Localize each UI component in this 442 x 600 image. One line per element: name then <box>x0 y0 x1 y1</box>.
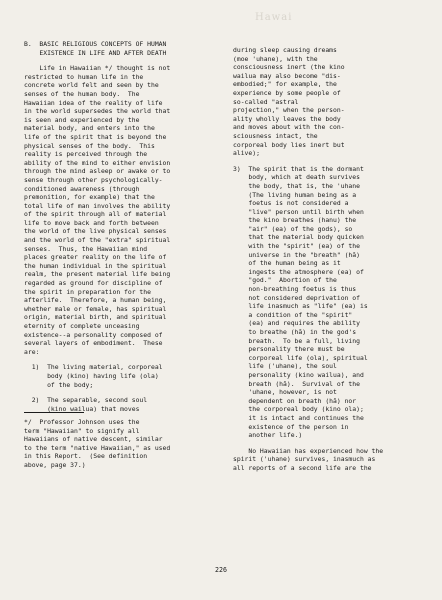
heading-line: B. BASIC RELIGIOUS CONCEPTS OF HUMAN <box>24 40 167 48</box>
paragraph-line: consciousness inert (the kino <box>233 63 345 72</box>
list-line: (The living human being as a <box>233 190 357 199</box>
paragraph-line: all reports of a second life are the <box>233 463 372 472</box>
footnote <box>24 418 224 470</box>
section-heading <box>24 40 224 57</box>
paragraph-line: existence--a personality composed of <box>24 330 163 339</box>
paragraph-line: the world of the live physical senses <box>24 227 167 236</box>
paragraph-line: projection," when the person- <box>233 106 345 115</box>
bleed-through-header: Hawai <box>255 12 293 23</box>
paragraph-line: through the mind asleep or awake or to <box>24 167 171 176</box>
paragraph-line: reality is perceived through the <box>24 150 148 159</box>
footnote-line: above, page 37.) <box>24 460 86 469</box>
list-line: of the human being as it <box>233 259 341 268</box>
paragraph-line: Hawaiian idea of the reality of life <box>24 98 163 107</box>
paragraph-line: material body, and enters into the <box>24 124 155 133</box>
list-line: life ('uhane), the soul <box>233 362 337 371</box>
list-line: "god." Abortion of the <box>233 276 337 285</box>
paragraph-line: No Hawaiian has experienced how the <box>233 446 384 455</box>
list-line: the corporeal body (kino ola); <box>233 405 364 414</box>
paragraph-line: sense through other psychologically- <box>24 175 163 184</box>
right-column <box>233 46 423 473</box>
paragraph-line: ality wholly leaves the body <box>233 114 341 123</box>
list-line: the kino breathes (hanu) the <box>233 216 357 225</box>
paragraph-line: realm, the present material life being <box>24 270 171 279</box>
paragraph-line: alive); <box>233 149 260 158</box>
list-line: life inasmuch as "life" (ea) is <box>233 302 368 311</box>
list-line: body (kino) having life (ola) <box>24 371 159 380</box>
page-number: 226 <box>215 566 227 574</box>
heading-line: EXISTENCE IN LIFE AND AFTER DEATH <box>24 48 167 57</box>
list-line: of the body; <box>24 380 94 389</box>
list-line: with the "spirit" (ea) of the <box>233 242 360 251</box>
paragraph-line: during sleep causing dreams <box>233 46 337 54</box>
paragraph-line: eternity of complete unceasing <box>24 322 140 330</box>
paragraph-line: corporeal body lies inert but <box>233 140 345 149</box>
paragraph-line: concrete world felt and seen by the <box>24 81 159 90</box>
paragraph-line: senses of the human body. The <box>24 89 140 98</box>
list-line: dependent on breath (hā) nor <box>233 396 357 405</box>
paragraph-line: restricted to human life in the <box>24 72 144 81</box>
list-line: it is intact and continues the <box>233 413 364 422</box>
footnote-line: Hawaiians of native descent, similar <box>24 435 163 444</box>
list-line: to breathe (hā) in the god's <box>233 328 357 336</box>
list-line: foetus is not considered a <box>233 199 349 208</box>
paragraph-line: whether male or female, has spiritual <box>24 304 167 313</box>
footnote-divider <box>24 412 84 413</box>
paragraph-line: regarded as ground for discipline of <box>24 279 163 288</box>
paragraph-line: (moe 'uhane), with the <box>233 54 318 63</box>
list-line: (kino wailua) that moves <box>24 404 140 413</box>
continued-text <box>233 46 423 158</box>
list-line: existence of the person in <box>233 422 349 431</box>
closing-paragraph <box>233 447 423 473</box>
footnote-line: to the term "native Hawaiian," as used <box>24 443 171 452</box>
list-line: 3) The spirit that is the dormant <box>233 164 364 173</box>
list-item-2 <box>24 396 224 413</box>
list-line: non-breathing foetus is thus <box>233 285 357 294</box>
paragraph-line: several layers of embodiment. These <box>24 339 163 348</box>
paragraph-line: embodied;" for example, the <box>233 80 337 89</box>
list-line: not considered deprivation of <box>233 293 360 302</box>
paragraph-line: afterlife. Therefore, a human being, <box>24 296 167 305</box>
list-line: the body, that is, the 'uhane <box>233 181 360 190</box>
list-line: 2) The separable, second soul <box>24 396 148 405</box>
paragraph-line: life to move back and forth between <box>24 218 159 227</box>
list-line: corporeal life (ola), spiritual <box>233 353 368 362</box>
left-column <box>24 40 224 413</box>
paragraph-line: sciousness intact, the <box>233 131 318 140</box>
footnote-line: term "Hawaiian" to signify all <box>24 426 140 435</box>
paragraph-line: in the world supersedes the world that <box>24 107 171 116</box>
paragraph-line: ability of the mind to either envision <box>24 158 171 167</box>
list-line: personality (kino wailua), and <box>233 370 364 379</box>
footnote-line: */ Professor Johnson uses the <box>24 418 140 426</box>
paragraph-line: the human individual in the spiritual <box>24 261 167 270</box>
list-line: universe in the "breath" (hā) <box>233 250 360 259</box>
paragraph-line: are: <box>24 347 40 356</box>
paragraph-line: physical senses of the body. This <box>24 141 155 150</box>
list-item-1 <box>24 363 224 389</box>
list-line: breath. To be a full, living <box>233 336 360 345</box>
list-line: "air" (ea) of the gods), so <box>233 224 353 233</box>
paragraph-line: total life of man involves the ability <box>24 201 171 210</box>
list-line: 1) The living material, corporeal <box>24 363 163 372</box>
list-line: a condition of the "spirit" <box>233 310 353 319</box>
paragraph-line: conditioned awareness (through <box>24 184 140 193</box>
paragraph-line: the spirit in preparation for the <box>24 287 151 296</box>
body-paragraph <box>24 64 224 356</box>
paragraph-line: life of the spirit that is beyond the <box>24 132 167 141</box>
list-line: 'uhane, however, is not <box>233 388 337 397</box>
list-line: ingests the atmosphere (ea) of <box>233 267 364 276</box>
paragraph-line: wailua may also become "dis- <box>233 71 341 80</box>
footnote-line: in this Report. (See definition <box>24 452 148 461</box>
list-line: body, which at death survives <box>233 173 360 182</box>
list-line: that the material body quicken <box>233 233 364 242</box>
paragraph-line: so-called "astral <box>233 97 299 106</box>
paragraph-line: Life in Hawaiian */ thought is not <box>24 64 171 73</box>
paragraph-line: senses. Thus, the Hawaiian mind <box>24 244 148 253</box>
paragraph-line: of the spirit through all of material <box>24 210 167 219</box>
list-line: "live" person until birth when <box>233 207 364 216</box>
paragraph-line: origin, material birth, and spiritual <box>24 313 167 322</box>
list-line: (ea) and requires the ability <box>233 319 360 328</box>
paragraph-line: places greater reality on the life of <box>24 253 167 262</box>
list-line: breath (hā). Survival of the <box>233 379 360 388</box>
paragraph-line: and moves about with the con- <box>233 123 345 132</box>
paragraph-line: premonition, for example) that the <box>24 193 155 202</box>
paragraph-line: is seen and experienced by the <box>24 115 140 124</box>
list-line: personality there must be <box>233 345 345 354</box>
paragraph-line: spirit ('uhane) survives, inasmuch as <box>233 455 376 464</box>
list-item-3 <box>233 165 423 440</box>
paragraph-line: and the world of the "extra" spiritual <box>24 236 171 245</box>
paragraph-line: experience by some people of <box>233 88 341 97</box>
list-line: another life.) <box>233 431 303 440</box>
